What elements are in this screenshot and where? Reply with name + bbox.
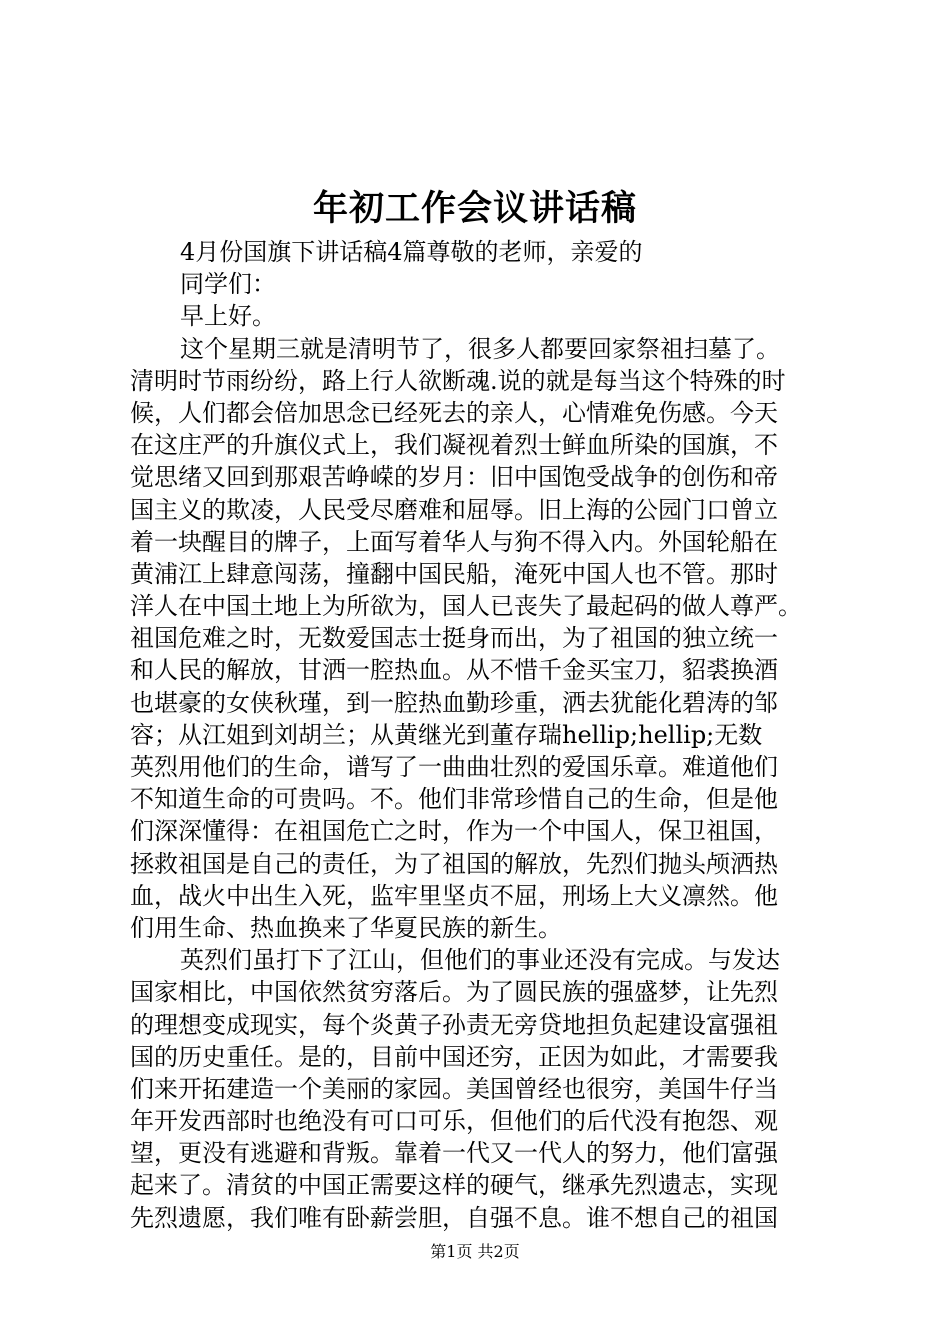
- text-line: 们深深懂得：在祖国危亡之时，作为一个中国人，保卫祖国，: [130, 817, 778, 846]
- text-line: 4月份国旗下讲话稿4篇尊敬的老师，亲爱的: [180, 238, 643, 266]
- text-line: 英烈们虽打下了江山，但他们的事业还没有完成。与发达: [180, 946, 780, 975]
- text-line: 年开发西部时也绝没有可口可乐，但他们的后代没有抱怨、观: [130, 1107, 778, 1136]
- text-line: 望，更没有逃避和背叛。靠着一代又一代人的努力，他们富强: [130, 1139, 778, 1168]
- document-title: 年初工作会议讲话稿: [312, 188, 637, 229]
- text-line: 着一块醒目的牌子，上面写着华人与狗不得入内。外国轮船在: [130, 527, 778, 556]
- text-line: 的理想变成现实，每个炎黄子孙责无旁贷地担负起建设富强祖: [130, 1010, 778, 1039]
- text-line: 国的历史重任。是的，目前中国还穷，正因为如此，才需要我: [130, 1042, 778, 1071]
- text-line: 这个星期三就是清明节了，很多人都要回家祭祖扫墓了。: [180, 334, 780, 363]
- text-line: 容；从江姐到刘胡兰；从黄继光到董存瑞hellip;hellip;无数: [130, 720, 763, 749]
- text-line: 同学们：: [180, 270, 276, 299]
- text-line: 早上好。: [180, 302, 276, 331]
- text-line: 们来开拓建造一个美丽的家园。美国曾经也很穷，美国牛仔当: [130, 1074, 778, 1103]
- text-line: 先烈遗愿，我们唯有卧薪尝胆，自强不息。谁不想自己的祖国: [130, 1203, 778, 1232]
- text-line: 清明时节雨纷纷，路上行人欲断魂.说的就是每当这个特殊的时: [130, 366, 786, 395]
- text-line: 不知道生命的可贵吗。不。他们非常珍惜自己的生命，但是他: [130, 785, 778, 814]
- text-line: 祖国危难之时，无数爱国志士挺身而出，为了祖国的独立统一: [130, 624, 778, 653]
- document-body: [130, 236, 830, 1234]
- text-line: 黄浦江上肆意闯荡，撞翻中国民船，淹死中国人也不管。那时: [130, 559, 778, 588]
- text-line: 觉思绪又回到那艰苦峥嵘的岁月：旧中国饱受战争的创伤和帝: [130, 463, 778, 492]
- text-line: 洋人在中国土地上为所欲为，国人已丧失了最起码的做人尊严。: [130, 592, 802, 621]
- text-line: 起来了。清贫的中国正需要这样的硬气，继承先烈遗志，实现: [130, 1171, 778, 1200]
- text-line: 国家相比，中国依然贫穷落后。为了圆民族的强盛梦，让先烈: [130, 978, 778, 1007]
- text-line: 拯救祖国是自己的责任，为了祖国的解放，先烈们抛头颅洒热: [130, 849, 778, 878]
- text-line: 也堪豪的女侠秋瑾，到一腔热血勤珍重，洒去犹能化碧涛的邹: [130, 688, 778, 717]
- text-line: 候，人们都会倍加思念已经死去的亲人，心情难免伤感。今天: [130, 398, 778, 427]
- text-line: 英烈用他们的生命，谱写了一曲曲壮烈的爱国乐章。难道他们: [130, 753, 778, 781]
- text-line: 国主义的欺凌，人民受尽磨难和屈辱。旧上海的公园门口曾立: [130, 495, 778, 524]
- text-line: 们用生命、热血换来了华夏民族的新生。: [130, 913, 562, 942]
- text-line: 血，战火中出生入死，监牢里坚贞不屈，刑场上大义凛然。他: [130, 881, 778, 910]
- text-line: 和人民的解放，甘洒一腔热血。从不惜千金买宝刀，貂裘换酒: [130, 656, 778, 685]
- text-line: 在这庄严的升旗仪式上，我们凝视着烈士鲜血所染的国旗，不: [130, 431, 778, 460]
- page-footer: 第1页 共2页: [430, 1242, 520, 1261]
